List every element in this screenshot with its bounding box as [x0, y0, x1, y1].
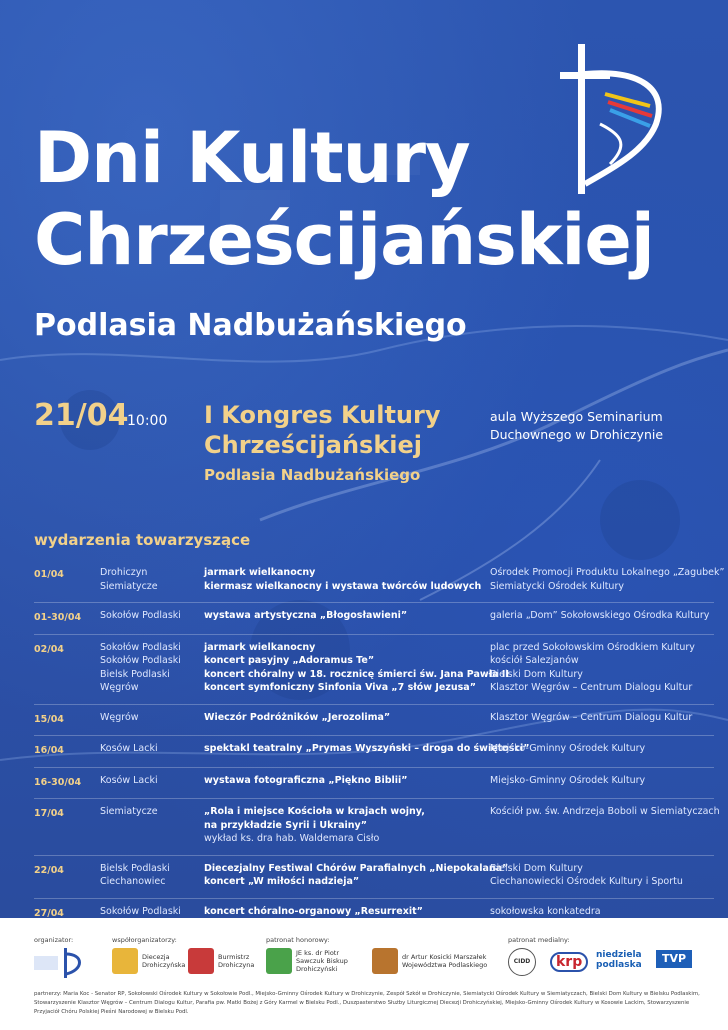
event-place-line: Sokołów Podlaski: [100, 905, 181, 917]
subtitle: Podlasia Nadbużańskiego: [34, 308, 467, 343]
event-venue: [490, 774, 714, 790]
event-row: [34, 767, 714, 799]
media-tvp: [656, 950, 692, 968]
media-niedziela: [596, 950, 648, 970]
event-place: [100, 905, 204, 919]
event-venue-line: sokołowska konkatedra: [490, 905, 601, 917]
event-title: [204, 774, 490, 790]
event-place-line: Sokołów Podlaski: [100, 641, 181, 653]
event-title-line: koncert chóralny w 18. rocznicę śmierci św. Jana Pawła II: [204, 668, 509, 680]
event-title-line: na przykładzie Syrii i Ukrainy”: [204, 819, 367, 831]
event-place-line: Węgrów: [100, 682, 139, 693]
event-date-text: 01/04: [34, 569, 64, 580]
media-cidd: [508, 948, 536, 976]
event-venue-line: kościół Salezjanów: [490, 655, 579, 666]
event-title: [204, 566, 490, 593]
title-line-1: Dni Kultury: [34, 117, 470, 199]
organizer-logo-icon: [34, 948, 86, 978]
event-place-line: Ciechanowiec: [100, 876, 166, 887]
event-place: [100, 609, 204, 625]
title-line-2: Chrześcijańskiej: [34, 199, 654, 281]
event-place-line: Sokołów Podlaski: [100, 655, 181, 666]
event-row: [34, 855, 714, 898]
main-event-date: 21/04: [34, 398, 129, 433]
event-venue-line: Bielski Dom Kultury: [490, 862, 583, 874]
event-place: [100, 566, 204, 593]
event-place-line: Siemiatycze: [100, 806, 158, 817]
event-title: [204, 711, 490, 727]
main-event-venue: [490, 408, 663, 444]
bison-logo-icon: [372, 948, 398, 974]
event-title-line: koncert chóralno-organowy „Resurrexit”: [204, 905, 423, 917]
event-place: [100, 805, 204, 846]
event-place: [100, 711, 204, 727]
section-title: wydarzenia towarzyszące: [34, 531, 251, 549]
event-venue: [490, 742, 714, 758]
event-title: [204, 805, 490, 846]
event-place-line: Kosów Lacki: [100, 743, 158, 754]
main-event-venue-line-2: Duchownego w Drohiczynie: [490, 427, 664, 442]
event-title-line: jarmark wielkanocny: [204, 567, 316, 578]
event-date: [34, 711, 100, 727]
event-title-line: wystawa artystyczna „Błogosławieni”: [204, 610, 408, 621]
event-row: [34, 898, 714, 919]
event-date: [34, 862, 100, 889]
cross-logo-icon: [560, 44, 670, 194]
event-date-text: 16/04: [34, 745, 64, 756]
event-title: [204, 905, 490, 919]
event-venue: [490, 862, 714, 889]
event-date-text: 15/04: [34, 713, 64, 725]
event-title-line: koncert pasyjny „Adoramus Te”: [204, 655, 375, 666]
event-venue-line: Ciechanowiecki Ośrodek Kultury i Sportu: [490, 876, 683, 887]
events-table: [34, 560, 725, 918]
event-date: [34, 905, 100, 919]
event-date: [34, 774, 100, 790]
patron-marshal: dr Artur Kosicki Marszałek Województwa Podlaskiego: [372, 948, 492, 974]
event-row: [34, 602, 714, 634]
event-date: [34, 805, 100, 846]
main-event-title-line-1: I Kongres Kultury: [204, 401, 441, 429]
event-title-line: Wieczór Podróżników „Jerozolima”: [204, 711, 391, 723]
event-row: [34, 735, 714, 767]
event-note: wykład ks. dra hab. Waldemara Cisło: [204, 833, 380, 844]
event-place: [100, 742, 204, 758]
organizer-label: organizator:: [34, 936, 74, 944]
event-row: [34, 798, 720, 855]
event-place: [100, 862, 204, 889]
event-place-line: Bielsk Podlaski: [100, 862, 170, 874]
event-row: [34, 560, 725, 602]
event-venue-line: Miejsko-Gminny Ośrodek Kultury: [490, 743, 646, 754]
footer: [0, 918, 728, 1030]
event-venue: [490, 805, 720, 846]
event-date-text: 22/04: [34, 864, 64, 876]
patronage-label: patronat honorowy:: [266, 936, 330, 944]
main-event-venue-line-1: aula Wyższego Seminarium: [490, 409, 663, 424]
event-venue-line: Klasztor Węgrów – Centrum Dialogu Kultur: [490, 711, 693, 723]
event-place-line: Węgrów: [100, 711, 139, 723]
event-title-line: koncert „W miłości nadzieja”: [204, 876, 360, 887]
event-date-text: 16-30/04: [34, 776, 82, 788]
event-date-text: 01-30/04: [34, 612, 82, 623]
event-title-line: jarmark wielkanocny: [204, 641, 316, 653]
event-row: [34, 704, 714, 736]
bishop-crest-icon: [266, 948, 292, 974]
event-date: [34, 742, 100, 758]
event-venue-line: Klasztor Węgrów – Centrum Dialogu Kultur: [490, 682, 693, 693]
event-venue-line: galeria „Dom” Sokołowskiego Ośrodka Kultury: [490, 610, 710, 621]
event-title-line: spektakl teatralny „Prymas Wyszyński – droga do świętości”: [204, 743, 530, 754]
event-place-line: Drohiczyn: [100, 567, 148, 578]
event-venue-line: Siemiatycki Ośrodek Kultury: [490, 580, 624, 592]
event-title: [204, 609, 490, 625]
coorganizer-mayor: Burmistrz Drohiczyna: [188, 948, 258, 974]
event-place: [100, 641, 204, 695]
partners-list: partnerzy: Maria Koc - Senator RP, Sokołowski Ośrodek Kultury w Sokołowie Podl., Miejsko-Gminny Ośrodek Kultury w Drohiczynie, Zespół Szkół w Drohiczynie, Siemiatycki Ośrodek Kultury w Siemiatyczach, Bielski Dom Kultury w Bielsku Podlaskim, Stowarzyszenie Klasztor Węgrów – Centrum Dialogu Kultur, Parafia pw. Matki Bożej z Góry Karmel w Bielsku Podl., Duszpasterstwo Służby Liturgicznej Diecezji Drohiczyńskiej, Miejsko-Gminny Ośrodek Kultury w Kosowie Lackim, Stowarzyszenie Przyjaciół Chóru Polskiej Pieśni Narodowej w Bielsku Podl.: [34, 991, 700, 1015]
diocese-crest-icon: [112, 948, 138, 974]
event-title-line: wystawa fotograficzna „Piękno Biblii”: [204, 774, 408, 786]
coorganizers-label: współorganizatorzy:: [112, 936, 177, 944]
event-place-line: Kosów Lacki: [100, 774, 158, 786]
event-venue: [490, 711, 714, 727]
event-title-line: koncert symfoniczny Sinfonia Viva „7 słów Jezusa”: [204, 682, 476, 693]
media-label: patronat medialny:: [508, 936, 570, 944]
event-venue-line: plac przed Sokołowskim Ośrodkiem Kultury: [490, 641, 695, 653]
event-title-line: „Rola i miejsce Kościoła w krajach wojny,: [204, 806, 425, 817]
event-date-text: 27/04: [34, 907, 64, 918]
event-place-line: Siemiatycze: [100, 580, 158, 592]
event-title: [204, 742, 530, 758]
coorganizer-diocese: Diecezja Drohiczyńska: [112, 948, 182, 974]
event-title-line: kiermasz wielkanocny i wystawa twórców ludowych: [204, 580, 482, 592]
event-date: [34, 641, 100, 695]
tvp-logo-icon: TVP: [656, 950, 692, 968]
event-venue-line: Bielski Dom Kultury: [490, 668, 583, 680]
drohiczyn-crest-icon: [188, 948, 214, 974]
event-venue-line: Miejsko-Gminny Ośrodek Kultury: [490, 774, 646, 786]
event-row: [34, 634, 714, 704]
main-event-title-line-3: Podlasia Nadbużańskiego: [204, 466, 421, 484]
main-event-title-line-2: Chrześcijańskiej: [204, 431, 423, 459]
event-place-line: Bielsk Podlaski: [100, 668, 170, 680]
krp-logo-icon: krp: [550, 952, 588, 972]
event-title: [204, 641, 509, 695]
cidd-logo-icon: CIDD: [508, 948, 536, 976]
event-date-text: 02/04: [34, 643, 64, 655]
event-date-text: 17/04: [34, 808, 64, 819]
event-title: [204, 862, 509, 889]
event-venue-line: Ośrodek Promocji Produktu Lokalnego „Zagubek”: [490, 567, 725, 578]
event-venue: [490, 641, 714, 695]
main-event-time: 10:00: [127, 413, 168, 429]
niedziela-logo-icon: niedziela podlaska: [596, 950, 642, 970]
event-place: [100, 774, 204, 790]
media-krp: [550, 952, 588, 972]
patron-bishop: JE ks. dr Piotr Sawczuk Biskup Drohiczyński: [266, 948, 366, 974]
event-date: [34, 609, 100, 625]
main-event-title: [204, 400, 441, 486]
event-venue: [490, 566, 725, 593]
event-venue-line: Kościół pw. św. Andrzeja Boboli w Siemiatyczach: [490, 806, 720, 817]
event-place-line: Sokołów Podlaski: [100, 610, 181, 621]
event-venue: [490, 905, 714, 919]
event-date: [34, 566, 100, 593]
event-venue: [490, 609, 714, 625]
event-title-line: Diecezjalny Festiwal Chórów Parafialnych „Niepokalana”: [204, 862, 509, 874]
